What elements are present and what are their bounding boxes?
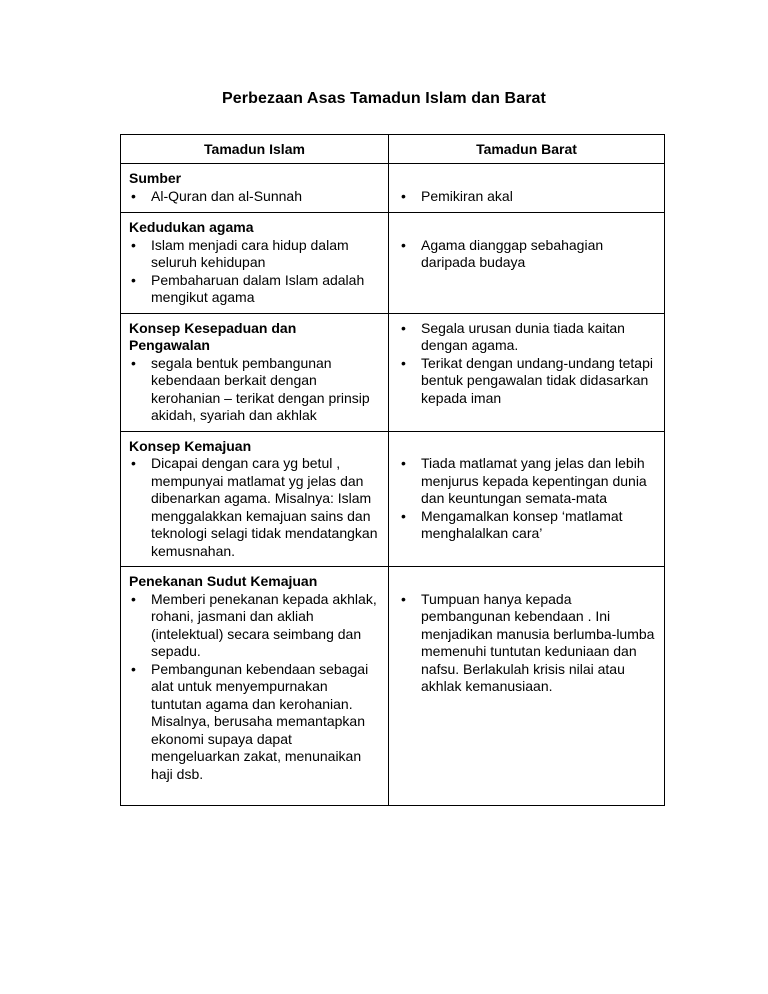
list-item: • Memberi penekanan kepada akhlak, rohani, jasmani dan akliah (intelektual) secara seimbang dan sepadu. xyxy=(129,591,380,661)
list-item: • Al-Quran dan al-Sunnah xyxy=(129,188,380,206)
table-row xyxy=(121,313,665,431)
list-item: • Pembangunan kebendaan sebagai alat untuk menyempurnakan tuntutan agama dan kerohanian. Misalnya, berusaha memantapkan ekonomi supaya dapat mengeluarkan zakat, menunaikan haji dsb. xyxy=(129,661,380,784)
header-barat: Tamadun Barat xyxy=(389,135,665,164)
list-item: • Terikat dengan undang-undang tetapi bentuk pengawalan tidak didasarkan kepada iman xyxy=(399,355,656,408)
list-item: • Pembaharuan dalam Islam adalah mengikut agama xyxy=(129,272,380,307)
list-item: • Dicapai dengan cara yg betul , mempunyai matlamat yg jelas dan dibenarkan agama. Misalnya: Islam menggalakkan kemajuan sains dan teknologi selagi tidak mendatangkan kemusnahan. xyxy=(129,455,380,560)
list-item: • segala bentuk pembangunan kebendaan berkait dengan kerohanian – terikat dengan prinsip akidah, syariah dan akhlak xyxy=(129,355,380,425)
row-heading: Kedudukan agama xyxy=(129,219,254,235)
list-item: • Islam menjadi cara hidup dalam seluruh kehidupan xyxy=(129,237,380,272)
page-title: Perbezaan Asas Tamadun Islam dan Barat xyxy=(222,90,546,107)
table-row xyxy=(121,213,665,314)
header-islam: Tamadun Islam xyxy=(121,135,389,164)
comparison-table xyxy=(120,134,665,806)
list-item: • Tiada matlamat yang jelas dan lebih menjurus kepada kepentingan dunia dan keuntungan semata-mata xyxy=(399,455,656,508)
list-item: • Segala urusan dunia tiada kaitan dengan agama. xyxy=(399,320,656,355)
list-item: • Tumpuan hanya kepada pembangunan kebendaan . Ini menjadikan manusia berlumba-lumba memenuhi tuntutan keduniaan dan nafsu. Berlakulah krisis nilai atau akhlak kemanusiaan. xyxy=(399,591,656,696)
row-heading: Konsep Kesepaduan dan Pengawalan xyxy=(129,319,297,353)
list-item: • Mengamalkan konsep ‘matlamat menghalalkan cara’ xyxy=(399,508,656,543)
list-item: • Agama dianggap sebahagian daripada budaya xyxy=(399,237,656,272)
row-heading: Konsep Kemajuan xyxy=(129,437,252,454)
table-row xyxy=(121,567,665,806)
table-row xyxy=(121,431,665,567)
table-row xyxy=(121,164,665,213)
list-item: • Pemikiran akal xyxy=(399,188,656,206)
row-heading: Sumber xyxy=(129,170,182,186)
row-heading: Penekanan Sudut Kemajuan xyxy=(129,573,318,589)
